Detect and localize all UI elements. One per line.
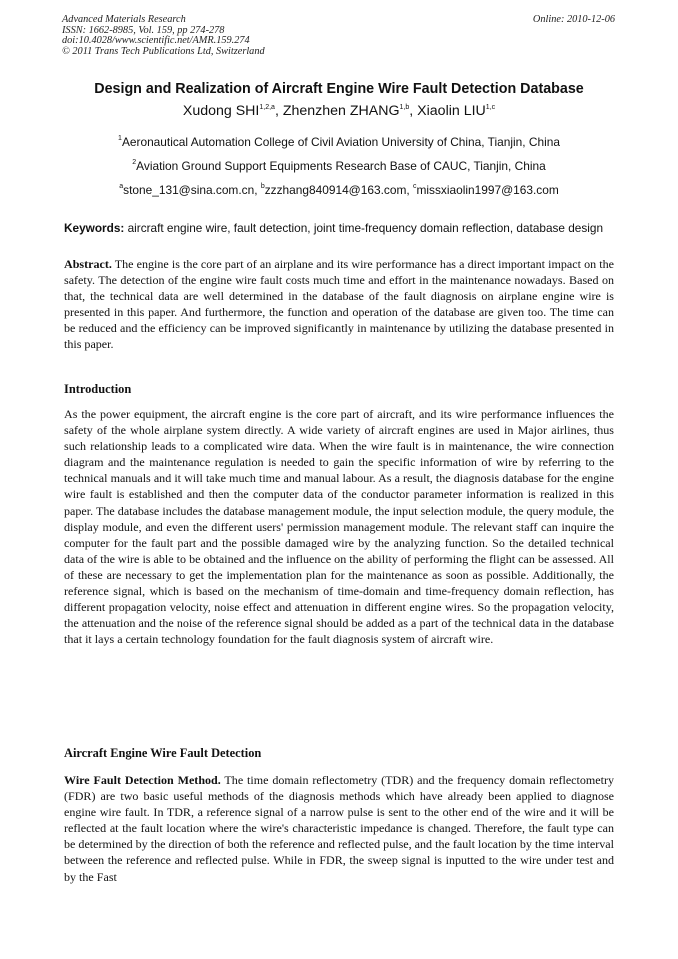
fault-method-paragraph xyxy=(64,772,614,885)
issn-line: ISSN: 1662-8985, Vol. 159, pp 274-278 xyxy=(62,24,225,36)
online-date: Online: 2010-12-06 xyxy=(532,14,615,25)
email-address[interactable]: missxiaolin1997@163.com xyxy=(416,183,559,197)
keywords-paragraph xyxy=(64,220,614,236)
author-name: Xudong SHI xyxy=(182,103,260,119)
email-sup: c xyxy=(412,183,417,190)
author-name: Zhenzhen ZHANG xyxy=(282,103,400,119)
author-sup: 1,b xyxy=(399,104,410,111)
affiliation-text: Aeronautical Automation College of Civil Aviation University of China, Tianjin, China xyxy=(121,135,560,149)
section-heading-fault-detection: Aircraft Engine Wire Fault Detection xyxy=(64,746,262,760)
affiliation-sup: 1 xyxy=(118,135,122,142)
email-address[interactable]: stone_131@sina.com.cn, xyxy=(123,183,261,197)
abstract-label: Abstract. xyxy=(64,257,112,271)
author-name: Xiaolin LIU xyxy=(417,103,486,119)
affiliation-text: Aviation Ground Support Equipments Research Base of CAUC, Tianjin, China xyxy=(136,159,546,173)
email-list xyxy=(40,183,638,197)
affiliation-1 xyxy=(40,135,638,149)
affiliation-2 xyxy=(40,159,638,173)
fault-method-label: Wire Fault Detection Method. xyxy=(64,773,221,787)
keywords-label: Keywords: xyxy=(64,221,125,235)
doi-line[interactable]: doi:10.4028/www.scientific.net/AMR.159.274 xyxy=(62,35,250,47)
abstract-paragraph xyxy=(64,256,614,353)
email-sup: b xyxy=(260,183,265,190)
journal-header xyxy=(62,15,265,57)
copyright-line: © 2011 Trans Tech Publications Ltd, Switzerland xyxy=(62,45,265,57)
journal-name: Advanced Materials Research xyxy=(62,14,186,25)
keywords-text: aircraft engine wire, fault detection, joint time-frequency domain reflection, database design xyxy=(124,221,604,235)
email-address[interactable]: zzzhang840914@163.com, xyxy=(264,183,413,197)
paper-title: Design and Realization of Aircraft Engine Wire Fault Detection Database xyxy=(94,81,584,97)
abstract-text: The engine is the core part of an airplane and its wire performance has a direct important impact on the safety. The detection of the engine wire fault costs much time and effort in the maintenance nowadays. Based on that, the technical data are well determined in the database of the fault diagnosis on airplane engine wire is presented in this paper. And furthermore, the function and operation of the database are given too. The time can be reduced and the efficiency can be improved significantly in maintenance by utilizing the database presented in this paper. xyxy=(64,257,614,352)
author-sup: 1,c xyxy=(485,104,496,111)
introduction-paragraph: As the power equipment, the aircraft engine is the core part of aircraft, and its wire performance influences the safety of the whole airplane system directly. A wide variety of aircraft engines are used in Major airlines, thus such relationship leads to a complicated wire data. When the wire fault is in maintenance, the wire connection diagram and the maintenance regulation is needed to gain the specific information of wire by referring to the technical manuals and it will take much time and manual labour. As a result, the diagnosis database for the engine wire fault is established and then the computer data of the conductor parameter information is realized in this paper. The database includes the database management module, the input selection module, the query module, the display module, and even the different users' permission management module. The relevant staff can inquire the computer for the fault part and the possible damaged wire by the analyzing function. So the detailed technical data of the wire is able to be obtained and the influence on the ability of performing the flight can be assessed. All of these are necessary to get the implementation plan for the maintenance as soon as possible. Additionally, the reference signal, which is based on the mechanism of time-domain and time-frequency domain reflection, has different propagation velocity, noise effect and attenuation in different engine wires. So the propagation velocity, the attenuation and the noise of the reference signal should be added as a part of the technical data in the database that it lays a certain technology foundation for the fault diagnosis system of aircraft wire. xyxy=(64,407,614,647)
fault-method-text: The time domain reflectometry (TDR) and the frequency domain reflectometry (FDR) are two basic useful methods of the diagnosis methods which have already been applied to diagnose engine wire fault. In TDR, a reference signal of a narrow pulse is sent to the other end of the wire and it will be reflected at the fault location where the wire's characteristic impedance is changed. Therefore, the fault type can be determined by the direction of both the reference and reflected pulse, and the fault location by the time interval between the reference and reflected pulse. While in FDR, the sweep signal is inputted to the wire under test and by the Fast xyxy=(64,773,614,884)
email-sup: a xyxy=(119,183,124,190)
author-sup: 1,2,a xyxy=(259,104,275,111)
affiliation-sup: 2 xyxy=(132,159,137,166)
author-list: Xudong SHI$^{1,2,a}$, Zhenzhen ZHANG$^{1,b}$, Xiaolin LIU$^{1,c}$ xyxy=(182,103,496,119)
section-heading-introduction: Introduction xyxy=(64,382,132,396)
